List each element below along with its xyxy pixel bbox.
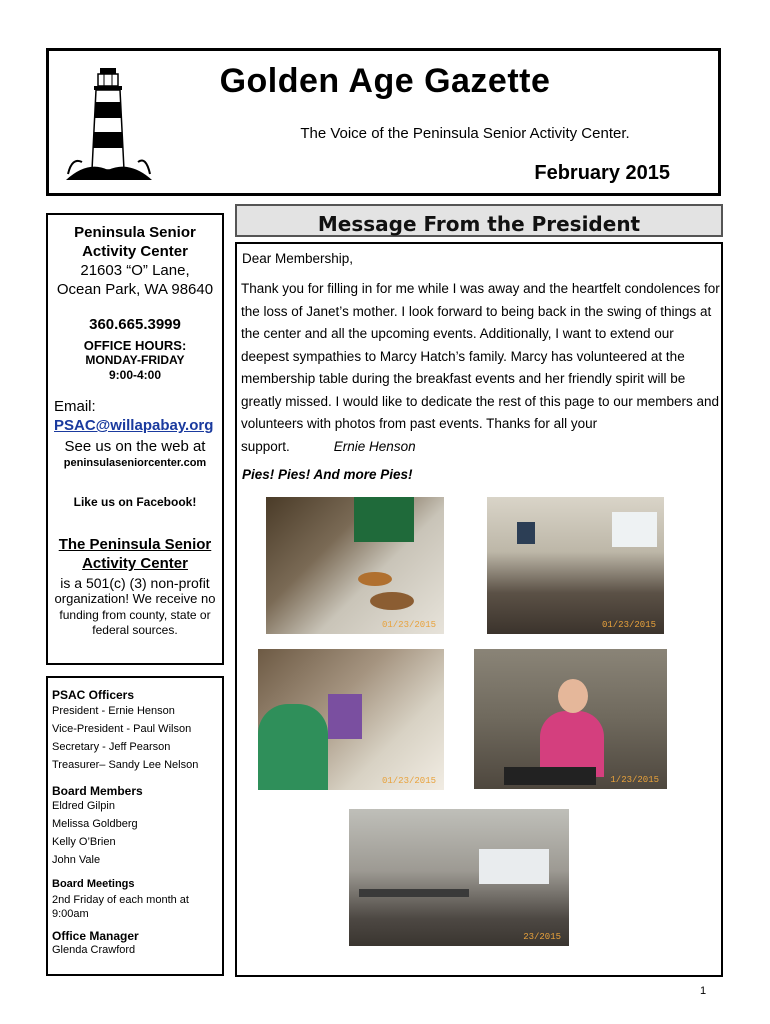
office-time: 9:00-4:00 (108, 368, 162, 382)
email-link[interactable]: PSAC@willapabay.org (54, 417, 214, 434)
photo-membership-table (474, 649, 667, 789)
board-member: John Vale (52, 854, 101, 866)
meetings-line2: 9:00am (52, 908, 89, 920)
officer-item: President - Ernie Henson (52, 705, 175, 717)
photo-detail (359, 889, 469, 897)
web-label: See us on the web at (64, 438, 206, 455)
pie-shape (358, 572, 392, 586)
photo-date-stamp: 23/2015 (523, 932, 561, 942)
address (48, 261, 222, 299)
officers-heading: PSAC Officers (52, 688, 135, 702)
newsletter-title: Golden Age Gazette (219, 62, 551, 100)
photo-detail (517, 522, 535, 544)
email-label: Email: (54, 398, 96, 415)
office-days: MONDAY-FRIDAY (85, 353, 185, 367)
address-line2: Ocean Park, WA 98640 (56, 281, 214, 298)
photo-detail (258, 704, 328, 790)
board-member: Eldred Gilpin (52, 800, 115, 812)
newsletter-tagline: The Voice of the Peninsula Senior Activity Center. (300, 125, 630, 142)
photo-detail (354, 497, 414, 542)
photo-date-stamp: 01/23/2015 (381, 776, 436, 786)
photo-window (612, 512, 657, 547)
manager-name: Glenda Crawford (52, 944, 136, 956)
signature: Ernie Henson (333, 438, 416, 454)
photo-date-stamp: 1/23/2015 (610, 775, 659, 785)
board-member: Kelly O’Brien (52, 836, 116, 848)
nonprofit-line1: is a 501(c) (3) non-profit (60, 575, 210, 591)
president-heading: Message From the President (317, 212, 641, 236)
photo-pie-table (266, 497, 444, 634)
page-number: 1 (700, 985, 707, 997)
phone-number: 360.665.3999 (89, 316, 181, 333)
officer-item: Secretary - Jeff Pearson (52, 741, 171, 753)
photo-window (479, 849, 549, 884)
org-name: Peninsula Senior Activity Center (74, 224, 196, 260)
contact-sidebar (46, 213, 224, 665)
meetings-heading: Board Meetings (52, 878, 135, 890)
greeting: Dear Membership, (242, 251, 354, 266)
facebook-text: Like us on Facebook! (73, 495, 197, 509)
board-heading: Board Members (52, 784, 143, 798)
website-link[interactable]: peninsulaseniorcenter.com (63, 457, 207, 469)
photo-date-stamp: 01/23/2015 (601, 620, 656, 630)
pie-shape (370, 592, 414, 610)
photo-detail (328, 694, 362, 739)
issue-date: February 2015 (534, 162, 670, 184)
photo-detail (558, 679, 588, 713)
pies-caption: Pies! Pies! And more Pies! (242, 467, 413, 482)
officer-item: Treasurer– Sandy Lee Nelson (52, 759, 199, 771)
president-message (241, 278, 721, 458)
funding-text: funding from county, state or federal sources. (59, 608, 211, 637)
manager-heading: Office Manager (52, 929, 139, 943)
meetings-line1: 2nd Friday of each month at (52, 894, 189, 906)
lighthouse-logo (58, 62, 158, 192)
photo-date-stamp: 01/23/2015 (381, 620, 436, 630)
message-body: Thank you for filling in for me while I was away and the heartfelt condolences for the loss of Janet’s mother. I look forward to being back in the swing of things at the center and all the upcoming events. Additionally, I want to extend our deepest sympathies to Marcy Hatch’s family. Marcy has volunteered at the membership table during the breakfast events and her friendly spirit will be greatly missed. I would like to dedicate the rest of this page to our members and volunteers with photos from past events. Thanks for all your support. (241, 281, 720, 454)
photo-detail (504, 767, 596, 785)
org-name-2: The Peninsula Senior Activity Center (58, 536, 212, 572)
photo-dining-hall (487, 497, 664, 634)
board-member: Melissa Goldberg (52, 818, 138, 830)
officer-item: Vice-President - Paul Wilson (52, 723, 192, 735)
address-line1: 21603 “O” Lane, (80, 262, 190, 279)
officers-box (46, 676, 224, 976)
office-hours-label: OFFICE HOURS: (83, 338, 187, 353)
photo-hall-wide (349, 809, 569, 946)
nonprofit-line2: organization! We receive no (54, 591, 216, 606)
photo-volunteers-pies (258, 649, 444, 790)
